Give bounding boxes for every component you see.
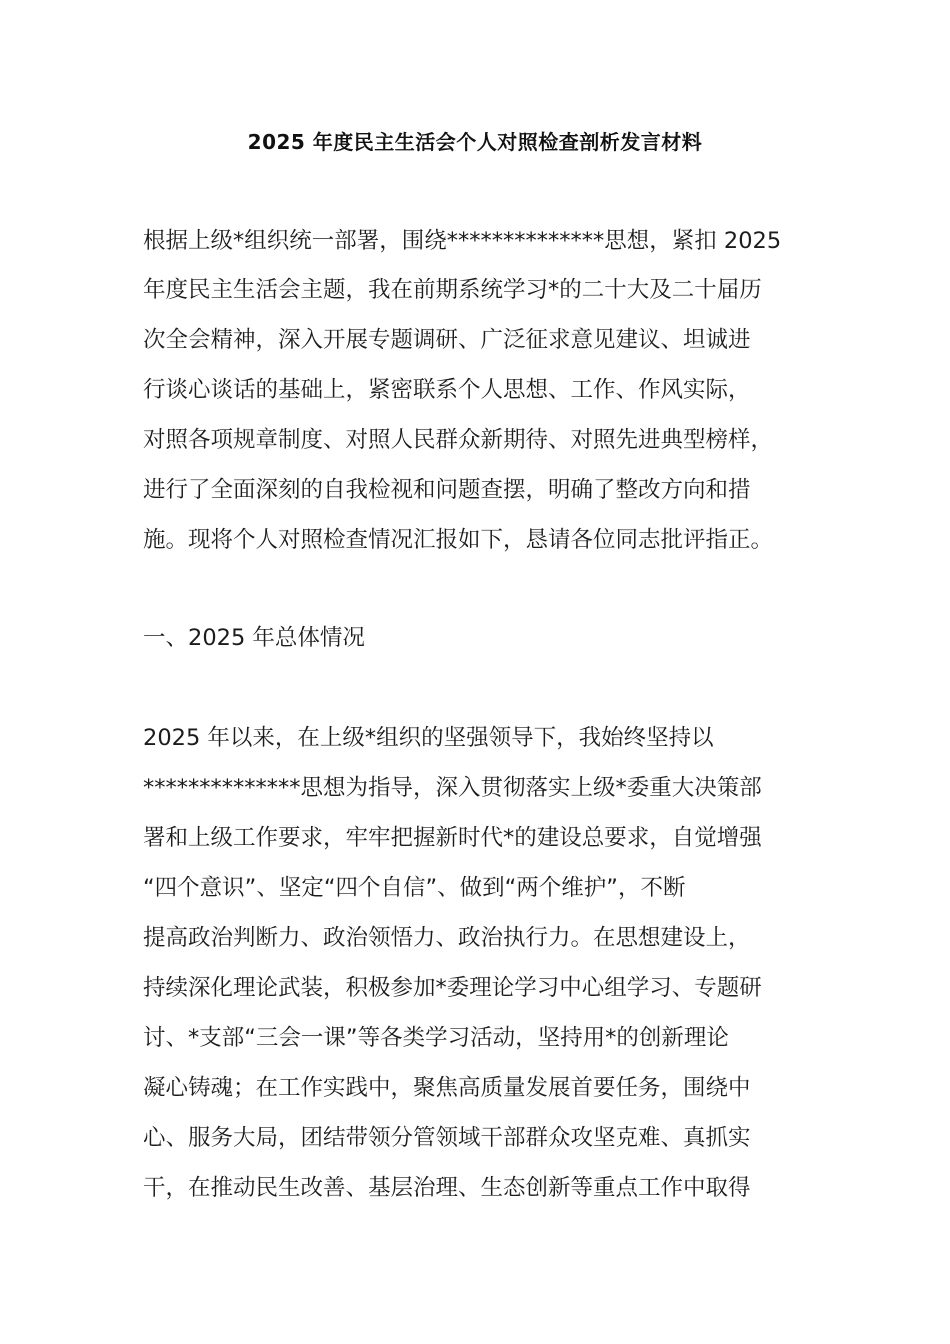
intro-line: 次全会精神，深入开展专题调研、广泛征求意见建议、坦诚进 xyxy=(143,327,751,353)
body-line: 干，在推动民生改善、基层治理、生态创新等重点工作中取得 xyxy=(143,1175,751,1201)
body-line: “四个意识”、坚定“四个自信”、做到“两个维护”，不断 xyxy=(143,875,686,901)
body-line: 2025 年以来，在上级*组织的坚强领导下，我始终坚持以 xyxy=(143,725,714,751)
body-line: 提高政治判断力、政治领悟力、政治执行力。在思想建设上， xyxy=(143,925,751,951)
body-line: 凝心铸魂；在工作实践中，聚焦高质量发展首要任务，围绕中 xyxy=(143,1075,751,1101)
intro-line: 施。现将个人对照检查情况汇报如下，恳请各位同志批评指正。 xyxy=(143,527,774,553)
body-line: **************思想为指导，深入贯彻落实上级*委重大决策部 xyxy=(143,775,762,801)
body-line: 持续深化理论武装，积极参加*委理论学习中心组学习、专题研 xyxy=(143,975,762,1001)
body-line: 署和上级工作要求，牢牢把握新时代*的建设总要求，自觉增强 xyxy=(143,825,762,851)
section-heading: 一、2025 年总体情况 xyxy=(143,625,365,651)
intro-line: 年度民主生活会主题，我在前期系统学习*的二十大及二十届历 xyxy=(143,277,762,303)
document-title: 2025 年度民主生活会个人对照检查剖析发言材料 xyxy=(247,130,703,154)
body-line: 心、服务大局，团结带领分管领域干部群众攻坚克难、真抓实 xyxy=(143,1125,751,1151)
body-line: 讨、*支部“三会一课”等各类学习活动，坚持用*的创新理论 xyxy=(143,1025,729,1051)
intro-line: 根据上级*组织统一部署，围绕**************思想，紧扣 2025 xyxy=(143,228,782,254)
intro-line: 对照各项规章制度、对照人民群众新期待、对照先进典型榜样， xyxy=(143,427,774,453)
intro-line: 行谈心谈话的基础上，紧密联系个人思想、工作、作风实际， xyxy=(143,377,751,403)
intro-line: 进行了全面深刻的自我检视和问题查摆，明确了整改方向和措 xyxy=(143,477,751,503)
